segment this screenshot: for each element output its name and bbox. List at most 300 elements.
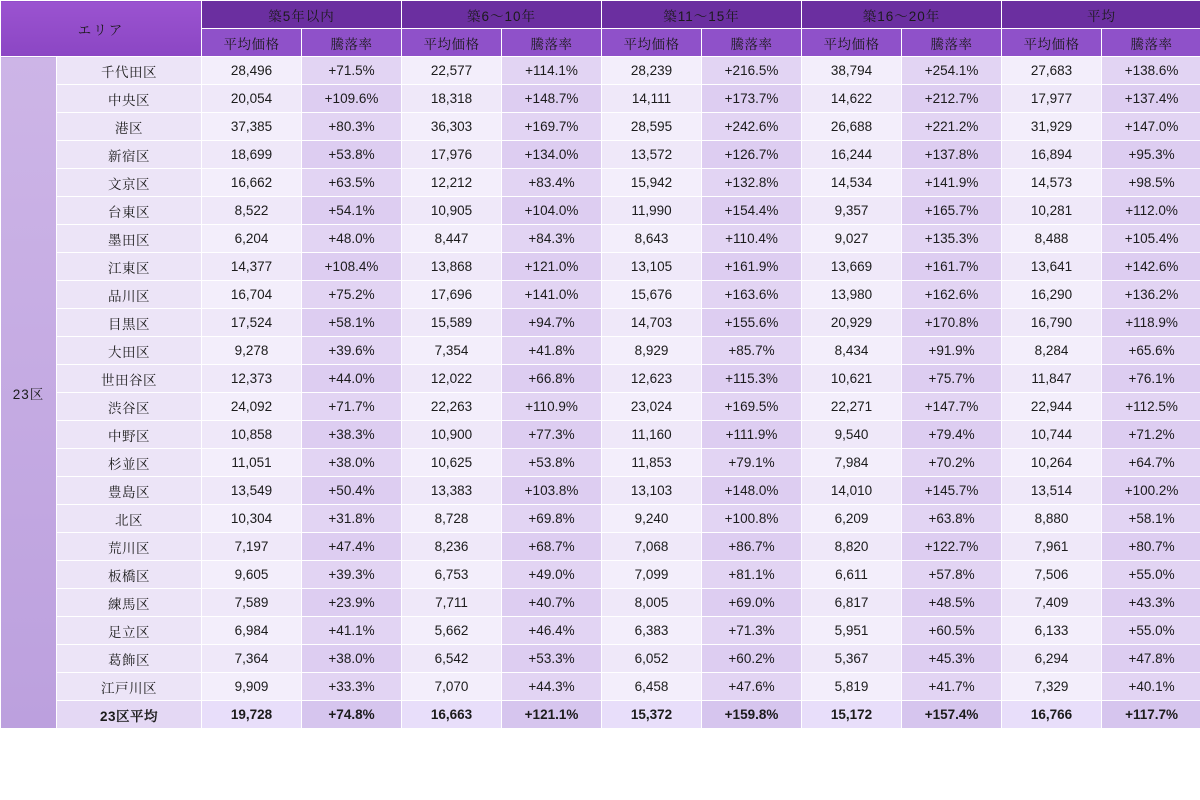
table-row [1, 505, 1200, 533]
total-price-cell: 15,372 [602, 701, 702, 729]
price-cell: 17,696 [402, 281, 502, 309]
total-rate-cell: +74.8% [302, 701, 402, 729]
price-cell: 12,373 [202, 365, 302, 393]
rate-cell: +163.6% [702, 281, 802, 309]
rate-cell: +94.7% [502, 309, 602, 337]
rate-cell: +60.5% [902, 617, 1002, 645]
rate-cell: +48.0% [302, 225, 402, 253]
rate-cell: +71.2% [1102, 421, 1200, 449]
rate-cell: +100.2% [1102, 477, 1200, 505]
table-row [1, 393, 1200, 421]
ward-name-cell: 杉並区 [57, 449, 202, 477]
rate-cell: +57.8% [902, 561, 1002, 589]
rate-cell: +39.3% [302, 561, 402, 589]
price-cell: 8,728 [402, 505, 502, 533]
rate-cell: +41.7% [902, 673, 1002, 701]
table-row [1, 421, 1200, 449]
price-cell: 28,595 [602, 113, 702, 141]
rate-cell: +60.2% [702, 645, 802, 673]
price-cell: 11,990 [602, 197, 702, 225]
price-cell: 8,643 [602, 225, 702, 253]
rate-cell: +148.7% [502, 85, 602, 113]
price-cell: 8,929 [602, 337, 702, 365]
rate-cell: +148.0% [702, 477, 802, 505]
price-cell: 10,264 [1002, 449, 1102, 477]
rate-cell: +69.0% [702, 589, 802, 617]
price-cell: 6,209 [802, 505, 902, 533]
header-group-6-10y: 築6〜10年 [402, 1, 602, 29]
rate-cell: +85.7% [702, 337, 802, 365]
price-cell: 5,662 [402, 617, 502, 645]
header-row-groups [1, 1, 1200, 29]
rate-cell: +81.1% [702, 561, 802, 589]
price-cell: 7,961 [1002, 533, 1102, 561]
price-cell: 17,977 [1002, 85, 1102, 113]
header-sub-rate-2: 騰落率 [502, 29, 602, 57]
total-rate-cell: +159.8% [702, 701, 802, 729]
rate-cell: +122.7% [902, 533, 1002, 561]
price-cell: 8,820 [802, 533, 902, 561]
rate-cell: +70.2% [902, 449, 1002, 477]
rate-cell: +41.8% [502, 337, 602, 365]
price-cell: 11,051 [202, 449, 302, 477]
total-rate-cell: +157.4% [902, 701, 1002, 729]
rate-cell: +95.3% [1102, 141, 1200, 169]
price-cell: 13,980 [802, 281, 902, 309]
table-row [1, 225, 1200, 253]
table-row [1, 253, 1200, 281]
price-cell: 7,070 [402, 673, 502, 701]
total-price-cell: 19,728 [202, 701, 302, 729]
header-group-average: 平均 [1002, 1, 1200, 29]
price-cell: 10,900 [402, 421, 502, 449]
rate-cell: +69.8% [502, 505, 602, 533]
ward-name-cell: 荒川区 [57, 533, 202, 561]
rate-cell: +91.9% [902, 337, 1002, 365]
price-cell: 13,641 [1002, 253, 1102, 281]
rate-cell: +40.7% [502, 589, 602, 617]
price-cell: 8,447 [402, 225, 502, 253]
table-row [1, 169, 1200, 197]
rate-cell: +66.8% [502, 365, 602, 393]
rate-cell: +221.2% [902, 113, 1002, 141]
rate-cell: +100.8% [702, 505, 802, 533]
rate-cell: +53.3% [502, 645, 602, 673]
table-row [1, 57, 1200, 85]
rate-cell: +126.7% [702, 141, 802, 169]
price-cell: 7,068 [602, 533, 702, 561]
rate-cell: +48.5% [902, 589, 1002, 617]
table-row [1, 449, 1200, 477]
price-cell: 10,621 [802, 365, 902, 393]
price-cell: 20,054 [202, 85, 302, 113]
rate-cell: +77.3% [502, 421, 602, 449]
table-row [1, 141, 1200, 169]
rate-cell: +55.0% [1102, 561, 1200, 589]
price-cell: 22,263 [402, 393, 502, 421]
rate-cell: +155.6% [702, 309, 802, 337]
ward-name-cell: 台東区 [57, 197, 202, 225]
price-cell: 13,572 [602, 141, 702, 169]
price-cell: 10,304 [202, 505, 302, 533]
price-cell: 36,303 [402, 113, 502, 141]
rate-cell: +212.7% [902, 85, 1002, 113]
price-cell: 16,290 [1002, 281, 1102, 309]
rate-cell: +169.7% [502, 113, 602, 141]
price-cell: 27,683 [1002, 57, 1102, 85]
rate-cell: +71.7% [302, 393, 402, 421]
rate-cell: +169.5% [702, 393, 802, 421]
price-cell: 9,909 [202, 673, 302, 701]
price-cell: 7,506 [1002, 561, 1102, 589]
rate-cell: +38.0% [302, 449, 402, 477]
price-cell: 24,092 [202, 393, 302, 421]
header-sub-price-4: 平均価格 [802, 29, 902, 57]
price-cell: 7,354 [402, 337, 502, 365]
header-sub-price-5: 平均価格 [1002, 29, 1102, 57]
table-total-row [1, 701, 1200, 729]
rate-cell: +112.0% [1102, 197, 1200, 225]
price-cell: 22,944 [1002, 393, 1102, 421]
price-cell: 16,244 [802, 141, 902, 169]
ward-name-cell: 品川区 [57, 281, 202, 309]
header-group-within-5y: 築5年以内 [202, 1, 402, 29]
price-cell: 7,409 [1002, 589, 1102, 617]
rate-cell: +141.0% [502, 281, 602, 309]
table-row [1, 533, 1200, 561]
price-cell: 10,905 [402, 197, 502, 225]
ward-name-cell: 葛飾区 [57, 645, 202, 673]
rate-cell: +254.1% [902, 57, 1002, 85]
price-cell: 6,052 [602, 645, 702, 673]
rate-cell: +136.2% [1102, 281, 1200, 309]
rate-cell: +38.0% [302, 645, 402, 673]
price-cell: 8,880 [1002, 505, 1102, 533]
rate-cell: +110.9% [502, 393, 602, 421]
rate-cell: +79.1% [702, 449, 802, 477]
rate-cell: +132.8% [702, 169, 802, 197]
price-cell: 7,197 [202, 533, 302, 561]
rate-cell: +45.3% [902, 645, 1002, 673]
price-cell: 8,005 [602, 589, 702, 617]
price-cell: 31,929 [1002, 113, 1102, 141]
table-row [1, 645, 1200, 673]
rate-cell: +58.1% [1102, 505, 1200, 533]
table-header [1, 1, 1200, 57]
header-sub-price-2: 平均価格 [402, 29, 502, 57]
rate-cell: +118.9% [1102, 309, 1200, 337]
rate-cell: +216.5% [702, 57, 802, 85]
ward-name-cell: 中野区 [57, 421, 202, 449]
rate-cell: +55.0% [1102, 617, 1200, 645]
header-sub-rate-3: 騰落率 [702, 29, 802, 57]
price-cell: 17,524 [202, 309, 302, 337]
price-cell: 5,951 [802, 617, 902, 645]
price-cell: 16,704 [202, 281, 302, 309]
price-cell: 6,542 [402, 645, 502, 673]
price-cell: 6,817 [802, 589, 902, 617]
price-cell: 8,522 [202, 197, 302, 225]
rate-cell: +86.7% [702, 533, 802, 561]
price-cell: 6,383 [602, 617, 702, 645]
price-cell: 5,819 [802, 673, 902, 701]
price-cell: 8,236 [402, 533, 502, 561]
rate-cell: +41.1% [302, 617, 402, 645]
price-cell: 13,103 [602, 477, 702, 505]
rate-cell: +53.8% [302, 141, 402, 169]
price-cell: 6,133 [1002, 617, 1102, 645]
price-cell: 23,024 [602, 393, 702, 421]
header-sub-rate-1: 騰落率 [302, 29, 402, 57]
price-cell: 11,160 [602, 421, 702, 449]
ward-name-cell: 新宿区 [57, 141, 202, 169]
ward-name-cell: 江戸川区 [57, 673, 202, 701]
price-cell: 11,853 [602, 449, 702, 477]
price-cell: 9,605 [202, 561, 302, 589]
price-cell: 13,669 [802, 253, 902, 281]
price-cell: 14,010 [802, 477, 902, 505]
price-cell: 12,623 [602, 365, 702, 393]
price-cell: 6,458 [602, 673, 702, 701]
table-row [1, 589, 1200, 617]
price-cell: 15,942 [602, 169, 702, 197]
table-row [1, 337, 1200, 365]
header-sub-rate-5: 騰落率 [1102, 29, 1200, 57]
row-group-band-23ku: 23区 [1, 57, 57, 729]
rate-cell: +173.7% [702, 85, 802, 113]
rate-cell: +242.6% [702, 113, 802, 141]
price-cell: 5,367 [802, 645, 902, 673]
rate-cell: +84.3% [502, 225, 602, 253]
ward-name-cell: 千代田区 [57, 57, 202, 85]
rate-cell: +161.7% [902, 253, 1002, 281]
price-cell: 14,622 [802, 85, 902, 113]
rate-cell: +161.9% [702, 253, 802, 281]
ward-name-cell: 目黒区 [57, 309, 202, 337]
price-cell: 18,318 [402, 85, 502, 113]
price-cell: 14,534 [802, 169, 902, 197]
price-cell: 13,105 [602, 253, 702, 281]
ward-name-cell: 練馬区 [57, 589, 202, 617]
total-price-cell: 16,663 [402, 701, 502, 729]
rate-cell: +63.5% [302, 169, 402, 197]
price-cell: 16,662 [202, 169, 302, 197]
rate-cell: +108.4% [302, 253, 402, 281]
ward-name-cell: 港区 [57, 113, 202, 141]
rate-cell: +165.7% [902, 197, 1002, 225]
ward-name-cell: 板橋区 [57, 561, 202, 589]
price-cell: 6,753 [402, 561, 502, 589]
rate-cell: +43.3% [1102, 589, 1200, 617]
rate-cell: +147.0% [1102, 113, 1200, 141]
ward-name-cell: 江東区 [57, 253, 202, 281]
rate-cell: +44.3% [502, 673, 602, 701]
rate-cell: +98.5% [1102, 169, 1200, 197]
total-rate-cell: +121.1% [502, 701, 602, 729]
rate-cell: +71.5% [302, 57, 402, 85]
price-cell: 7,711 [402, 589, 502, 617]
rate-cell: +50.4% [302, 477, 402, 505]
ward-name-cell: 渋谷区 [57, 393, 202, 421]
rate-cell: +109.6% [302, 85, 402, 113]
rate-cell: +75.7% [902, 365, 1002, 393]
total-rate-cell: +117.7% [1102, 701, 1200, 729]
price-cell: 28,496 [202, 57, 302, 85]
rate-cell: +162.6% [902, 281, 1002, 309]
price-cell: 28,239 [602, 57, 702, 85]
price-cell: 10,858 [202, 421, 302, 449]
ward-name-cell: 墨田区 [57, 225, 202, 253]
price-cell: 8,284 [1002, 337, 1102, 365]
rate-cell: +83.4% [502, 169, 602, 197]
table-body [1, 57, 1200, 729]
table-row [1, 85, 1200, 113]
header-sub-price-3: 平均価格 [602, 29, 702, 57]
price-cell: 37,385 [202, 113, 302, 141]
rate-cell: +46.4% [502, 617, 602, 645]
price-cell: 7,099 [602, 561, 702, 589]
rate-cell: +44.0% [302, 365, 402, 393]
total-price-cell: 15,172 [802, 701, 902, 729]
rate-cell: +137.4% [1102, 85, 1200, 113]
rate-cell: +79.4% [902, 421, 1002, 449]
price-cell: 7,984 [802, 449, 902, 477]
rate-cell: +114.1% [502, 57, 602, 85]
rate-cell: +110.4% [702, 225, 802, 253]
price-cell: 9,240 [602, 505, 702, 533]
rate-cell: +47.8% [1102, 645, 1200, 673]
rate-cell: +170.8% [902, 309, 1002, 337]
rate-cell: +64.7% [1102, 449, 1200, 477]
rate-cell: +147.7% [902, 393, 1002, 421]
rate-cell: +68.7% [502, 533, 602, 561]
price-cell: 8,488 [1002, 225, 1102, 253]
rate-cell: +141.9% [902, 169, 1002, 197]
table-row [1, 113, 1200, 141]
table-row [1, 281, 1200, 309]
rate-cell: +121.0% [502, 253, 602, 281]
rate-cell: +138.6% [1102, 57, 1200, 85]
rate-cell: +38.3% [302, 421, 402, 449]
rate-cell: +58.1% [302, 309, 402, 337]
price-cell: 7,329 [1002, 673, 1102, 701]
ward-name-cell: 足立区 [57, 617, 202, 645]
price-cell: 9,540 [802, 421, 902, 449]
price-cell: 16,894 [1002, 141, 1102, 169]
rate-cell: +80.7% [1102, 533, 1200, 561]
price-cell: 10,744 [1002, 421, 1102, 449]
header-area-label: エリア [1, 1, 202, 57]
total-price-cell: 16,766 [1002, 701, 1102, 729]
price-cell: 9,357 [802, 197, 902, 225]
total-row-label: 23区平均 [57, 701, 202, 729]
rate-cell: +105.4% [1102, 225, 1200, 253]
rate-cell: +39.6% [302, 337, 402, 365]
price-cell: 26,688 [802, 113, 902, 141]
header-sub-rate-4: 騰落率 [902, 29, 1002, 57]
table-row [1, 365, 1200, 393]
header-sub-price-1: 平均価格 [202, 29, 302, 57]
ward-name-cell: 文京区 [57, 169, 202, 197]
price-cell: 38,794 [802, 57, 902, 85]
price-cell: 13,514 [1002, 477, 1102, 505]
rate-cell: +71.3% [702, 617, 802, 645]
table-row [1, 477, 1200, 505]
ward-name-cell: 中央区 [57, 85, 202, 113]
ward-name-cell: 北区 [57, 505, 202, 533]
price-cell: 13,383 [402, 477, 502, 505]
rate-cell: +145.7% [902, 477, 1002, 505]
price-cell: 16,790 [1002, 309, 1102, 337]
price-cell: 18,699 [202, 141, 302, 169]
rate-cell: +111.9% [702, 421, 802, 449]
rate-cell: +154.4% [702, 197, 802, 225]
price-cell: 12,022 [402, 365, 502, 393]
price-cell: 14,703 [602, 309, 702, 337]
rate-cell: +54.1% [302, 197, 402, 225]
header-group-16-20y: 築16〜20年 [802, 1, 1002, 29]
ward-name-cell: 豊島区 [57, 477, 202, 505]
price-cell: 17,976 [402, 141, 502, 169]
price-cell: 6,294 [1002, 645, 1102, 673]
rate-cell: +76.1% [1102, 365, 1200, 393]
table-row [1, 673, 1200, 701]
rate-cell: +135.3% [902, 225, 1002, 253]
rate-cell: +65.6% [1102, 337, 1200, 365]
price-cell: 15,589 [402, 309, 502, 337]
price-cell: 10,281 [1002, 197, 1102, 225]
price-cell: 6,984 [202, 617, 302, 645]
table-row [1, 561, 1200, 589]
rate-cell: +47.4% [302, 533, 402, 561]
price-cell: 8,434 [802, 337, 902, 365]
rate-cell: +49.0% [502, 561, 602, 589]
rate-cell: +134.0% [502, 141, 602, 169]
price-cell: 7,364 [202, 645, 302, 673]
rate-cell: +137.8% [902, 141, 1002, 169]
price-cell: 6,611 [802, 561, 902, 589]
price-cell: 10,625 [402, 449, 502, 477]
price-cell: 14,377 [202, 253, 302, 281]
ward-name-cell: 世田谷区 [57, 365, 202, 393]
price-cell: 12,212 [402, 169, 502, 197]
price-cell: 14,573 [1002, 169, 1102, 197]
rate-cell: +63.8% [902, 505, 1002, 533]
price-cell: 11,847 [1002, 365, 1102, 393]
price-cell: 13,549 [202, 477, 302, 505]
rate-cell: +103.8% [502, 477, 602, 505]
rate-cell: +75.2% [302, 281, 402, 309]
table-row [1, 309, 1200, 337]
price-cell: 9,027 [802, 225, 902, 253]
ward-name-cell: 大田区 [57, 337, 202, 365]
price-cell: 13,868 [402, 253, 502, 281]
rate-cell: +142.6% [1102, 253, 1200, 281]
price-cell: 7,589 [202, 589, 302, 617]
rate-cell: +115.3% [702, 365, 802, 393]
rate-cell: +104.0% [502, 197, 602, 225]
rate-cell: +33.3% [302, 673, 402, 701]
price-cell: 22,271 [802, 393, 902, 421]
rate-cell: +23.9% [302, 589, 402, 617]
price-cell: 9,278 [202, 337, 302, 365]
price-cell: 22,577 [402, 57, 502, 85]
table-row [1, 197, 1200, 225]
rate-cell: +31.8% [302, 505, 402, 533]
price-cell: 6,204 [202, 225, 302, 253]
price-cell: 14,111 [602, 85, 702, 113]
table-row [1, 617, 1200, 645]
